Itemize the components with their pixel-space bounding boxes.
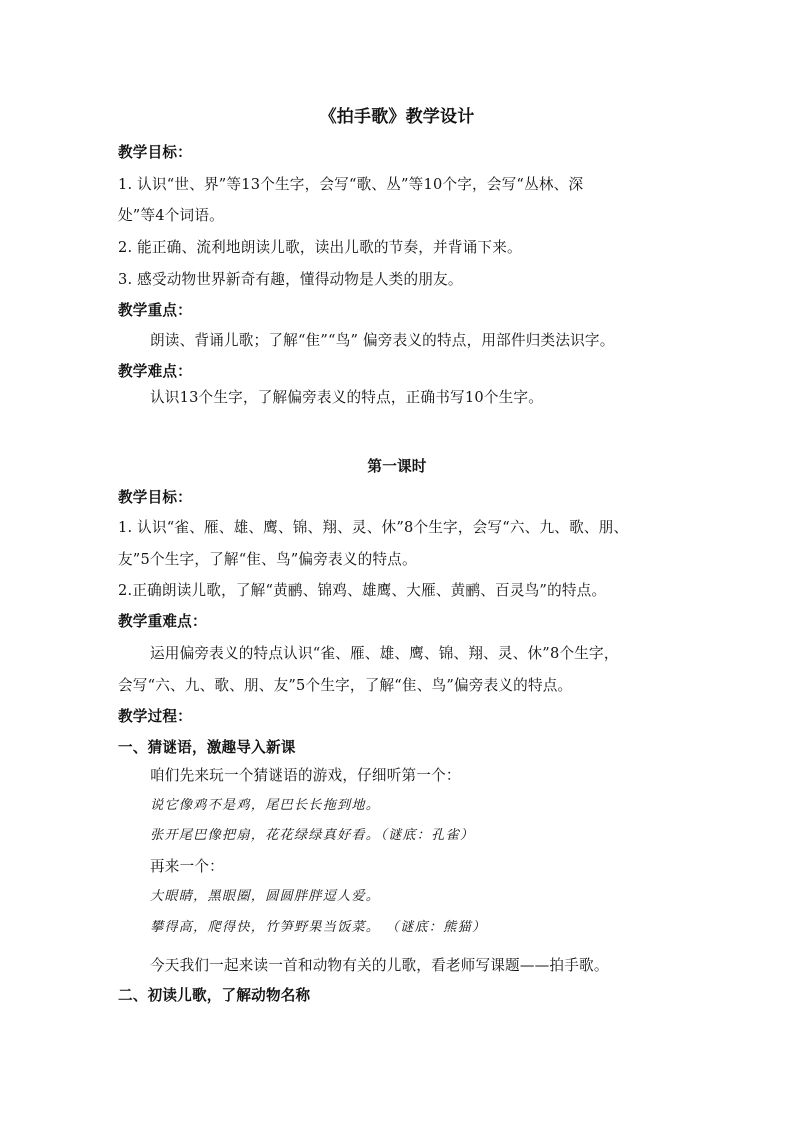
difficulties-text: 认识13个生字，了解偏旁表义的特点，正确书写10个生字。 [150,389,543,406]
goal-1-line-1: 1. 认识“世、界”等13个生字，会写“歌、丛”等10个字，会写“丛林、深 [118,176,584,193]
step-1-intro: 咱们先来玩一个猜谜语的游戏，仔细听第一个： [150,767,461,784]
riddle-2-line-1: 大眼睛，黑眼圈，圆圆胖胖逗人爱。 [150,889,381,904]
lesson-1-goal-1-line-2: 友”5个生字，了解“隹、鸟”偏旁表义的特点。 [118,551,417,568]
key-difficulty-line-2: 会写“六、九、歌、朋、友”5个生字，了解“隹、鸟”偏旁表义的特点。 [118,677,573,694]
riddle-1-line-1: 说它像鸡不是鸡，尾巴长长拖到地。 [150,798,381,813]
goal-2: 2. 能正确、流利地朗读儿歌，读出儿歌的节奏，并背诵下来。 [118,239,522,256]
step-1-heading: 一、猜谜语，激趣导入新课 [118,739,296,756]
lesson-1-heading: 第一课时 [367,458,427,475]
goal-3: 3. 感受动物世界新奇有趣，懂得动物是人类的朋友。 [118,271,463,288]
lesson-1-goal-1-line-1: 1. 认识“雀、雁、雄、鹰、锦、翔、灵、休”8个生字，会写“六、九、歌、朋、 [118,519,629,536]
document-title: 《拍手歌》教学设计 [319,107,475,127]
goal-1-line-2: 处”等4个词语。 [118,207,224,224]
again-text: 再来一个： [150,858,224,875]
key-difficulty-heading: 教学重难点： [118,613,207,630]
difficulties-heading: 教学难点： [118,363,192,380]
lesson-1-goal-2: 2.正确朗读儿歌，了解“黄鹂、锦鸡、雄鹰、大雁、黄鹂、百灵鸟”的特点。 [118,582,607,599]
process-heading: 教学过程： [118,708,192,725]
key-difficulty-line-1: 运用偏旁表义的特点认识“雀、雁、雄、鹰、锦、翔、灵、休”8个生字， [150,645,619,662]
step-2-heading: 二、初读儿歌，了解动物名称 [118,987,311,1004]
riddle-1-line-2: 张开尾巴像把扇，花花绿绿真好看。（谜底：孔雀） [150,828,475,843]
key-points-heading: 教学重点： [118,302,192,319]
riddle-2-line-2: 攀得高，爬得快，竹笋野果当饭菜。 （谜底：熊猫） [150,920,487,935]
transition-text: 今天我们一起来读一首和动物有关的儿歌，看老师写课题——拍手歌。 [150,957,609,974]
goals-heading: 教学目标： [118,144,192,161]
key-points-text: 朗读、背诵儿歌；了解“隹”“鸟” 偏旁表义的特点，用部件归类法识字。 [150,332,615,349]
lesson-1-goals-heading: 教学目标： [118,489,192,506]
